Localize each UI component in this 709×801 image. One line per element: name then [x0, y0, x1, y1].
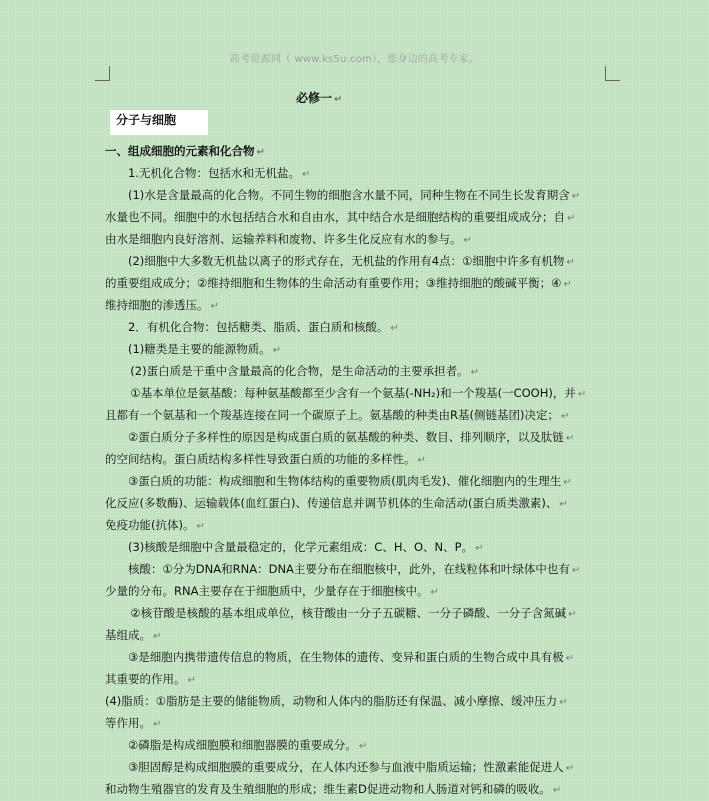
text-line-content: 且都有一个氨基和一个羧基连接在同一个碳原子上。氨基酸的种类由R基(侧链基团)决定；: [105, 408, 559, 422]
paragraph-mark-icon: ↵: [563, 477, 572, 488]
text-line[interactable]: [105, 361, 609, 383]
paragraph-mark-icon: ↵: [196, 521, 205, 532]
paragraph-mark-icon: ↵: [565, 653, 575, 664]
text-line-content: ③是细胞内携带遗传信息的物质，在生物体的遗传、变异和蛋白质的生物合成中具有极: [128, 650, 564, 664]
text-line-content: 核酸：①分为DNA和RNA：DNA主要分布在细胞核中，此外，在线粒体和叶绿体中也有: [128, 562, 570, 576]
text-line-content: ②蛋白质分子多样性的原因是构成蛋白质的氨基酸的种类、数目、排列顺序，以及肽链: [128, 430, 564, 444]
text-line-content: ③胆固醇是构成细胞膜的重要成分，在人体内还参与血液中脂质运输；性激素能促进人: [128, 760, 564, 774]
text-line-content: ②核苷酸是核酸的基本组成单位，核苷酸由一分子五碳糖、一分子磷酸、一分子含氮碱: [130, 606, 567, 620]
text-line-content: 的空间结构。蛋白质结构多样性导致蛋白质的功能的多样性。: [105, 452, 416, 466]
text-line[interactable]: [105, 515, 609, 537]
text-line-content: 的重要组成成分；②维持细胞和生物体的生命活动有重要作用；③维持细胞的酸碱平衡；④: [105, 276, 562, 290]
paragraph-mark-icon: ↵: [417, 455, 426, 466]
text-line[interactable]: [105, 163, 609, 185]
text-line[interactable]: [105, 229, 609, 251]
paragraph-mark-icon: ↵: [559, 697, 568, 708]
text-line-content: 2．有机化合物：包括糖类、脂质、蛋白质和核酸。: [128, 320, 389, 334]
text-line-content: (1)糖类是主要的能源物质。: [128, 342, 271, 356]
text-line[interactable]: [105, 713, 609, 735]
text-line[interactable]: [105, 493, 609, 515]
text-line[interactable]: [105, 735, 609, 757]
text-line-content: 免疫功能(抗体)。: [105, 518, 195, 532]
crop-mark-top-left: [95, 66, 110, 81]
text-line-content: (4)脂质：①脂肪是主要的储能物质，动物和人体内的脂肪还有保温、减小摩擦、缓冲压力: [105, 694, 558, 708]
text-line-content: 基组成。: [105, 628, 151, 642]
paragraph-mark-icon: ↵: [565, 763, 575, 774]
text-line[interactable]: [105, 471, 609, 493]
text-line-content: (2)蛋白质是干重中含量最高的化合物，是生命活动的主要承担者。: [130, 364, 469, 378]
paragraph-mark-icon: ↵: [559, 499, 568, 510]
text-line-content: 一、组成细胞的元素和化合物: [105, 144, 255, 158]
document-title-text: 必修一: [296, 91, 333, 105]
paragraph-mark-icon: ↵: [463, 235, 472, 246]
text-line-content: 其重要的作用。: [105, 672, 186, 686]
text-line-content: 和动物生殖器官的发育及生殖细胞的形成；维生素D促进动物和人肠道对钙和磷的吸收。: [105, 782, 551, 796]
paragraph-mark-icon: ↵: [563, 279, 572, 290]
text-line[interactable]: [105, 537, 609, 559]
text-line-content: 水量也不同。细胞中的水包括结合水和自由水，其中结合水是细胞结构的重要组成成分；自: [105, 210, 565, 224]
paragraph-mark-icon: ↵: [577, 389, 587, 400]
text-line-content: (2)细胞中大多数无机盐以离子的形式存在，无机盐的作用有4点：①细胞中许多有机物: [128, 254, 565, 268]
text-line-content: (1)水是含量最高的化合物。不同生物的细胞含水量不同，同种生物在不同生长发育期含: [128, 188, 570, 202]
text-line[interactable]: [105, 449, 609, 471]
paragraph-mark-icon: ↵: [560, 411, 570, 422]
text-line[interactable]: [105, 339, 609, 361]
crop-mark-top-right: [605, 66, 620, 81]
document-body[interactable]: [105, 141, 609, 801]
text-line[interactable]: [105, 207, 609, 229]
paragraph-mark-icon: ↵: [568, 609, 577, 620]
text-line[interactable]: [105, 251, 609, 273]
text-line-content: 等作用。: [105, 716, 151, 730]
text-line[interactable]: [105, 405, 609, 427]
text-line[interactable]: [105, 625, 609, 647]
paragraph-mark-icon: ↵: [566, 257, 575, 268]
paragraph-mark-icon: ↵: [430, 587, 439, 598]
paragraph-mark-icon: ↵: [565, 433, 575, 444]
paragraph-mark-icon: ↵: [567, 213, 576, 224]
text-line[interactable]: [105, 141, 609, 163]
paragraph-mark-icon: ↵: [187, 675, 196, 686]
paragraph-mark-icon: ↵: [571, 565, 581, 576]
text-line-content: 由水是细胞内良好溶剂、运输养料和废物、许多生化反应有水的参与。: [105, 232, 462, 246]
paragraph-mark-icon: ↵: [153, 631, 162, 642]
text-line[interactable]: [105, 383, 609, 405]
text-line-content: 维持细胞的渗透压。: [105, 298, 209, 312]
text-line-content: 化反应(多数酶)、运输载体(血红蛋白)、传递信息并调节机体的生命活动(蛋白质类激素)、: [105, 496, 558, 510]
text-line-content: (3)核酸是细胞中含量最稳定的，化学元素组成：C、H、O、N、P。: [128, 540, 474, 554]
text-line[interactable]: [105, 603, 609, 625]
text-line[interactable]: [105, 757, 609, 779]
paragraph-mark-icon: ↵: [390, 323, 399, 334]
paragraph-mark-icon: ↵: [301, 169, 311, 180]
text-line[interactable]: [105, 295, 609, 317]
text-line-content: 1.无机化合物：包括水和无机盐。: [128, 166, 300, 180]
paragraph-mark-icon: ↵: [552, 785, 562, 796]
text-line[interactable]: [105, 185, 609, 207]
text-line-content: ③蛋白质的功能：构成细胞和生物体结构的重要物质(肌肉毛发)、催化细胞内的生理生: [128, 474, 562, 488]
text-line[interactable]: [105, 581, 609, 603]
page-header: 高考资源网（ www.ks5u.com），您身边的高考专家。: [229, 54, 480, 65]
paragraph-mark-icon: ↵: [358, 741, 368, 752]
text-line[interactable]: [105, 273, 609, 295]
text-line[interactable]: [105, 559, 609, 581]
paragraph-mark-icon: ↵: [210, 301, 219, 312]
text-line-content: ②磷脂是构成细胞膜和细胞器膜的重要成分。: [128, 738, 357, 752]
text-line-content: ①基本单位是氨基酸：每种氨基酸都至少含有一个氨基(-NH₂)和一个羧基(一COOH)，并: [130, 386, 576, 400]
text-line[interactable]: [105, 427, 609, 449]
text-line-content: 少量的分布。RNA主要存在于细胞质中，少量存在于细胞核中。: [105, 584, 429, 598]
paragraph-mark-icon: ↵: [571, 191, 581, 202]
paragraph-mark-icon: ↵: [272, 345, 282, 356]
paragraph-mark-icon: ↵: [470, 367, 479, 378]
document-title[interactable]: [296, 89, 342, 106]
text-line[interactable]: [105, 691, 609, 713]
text-line[interactable]: [105, 779, 609, 801]
paragraph-mark-icon: ↵: [256, 147, 265, 158]
paragraph-mark-icon: ↵: [153, 719, 162, 730]
paragraph-mark-icon: ↵: [334, 94, 343, 105]
text-line[interactable]: [105, 317, 609, 339]
text-line[interactable]: [105, 669, 609, 691]
text-line[interactable]: [105, 647, 609, 669]
paragraph-mark-icon: ↵: [475, 543, 484, 554]
chapter-heading[interactable]: 分子与细胞: [110, 110, 208, 135]
